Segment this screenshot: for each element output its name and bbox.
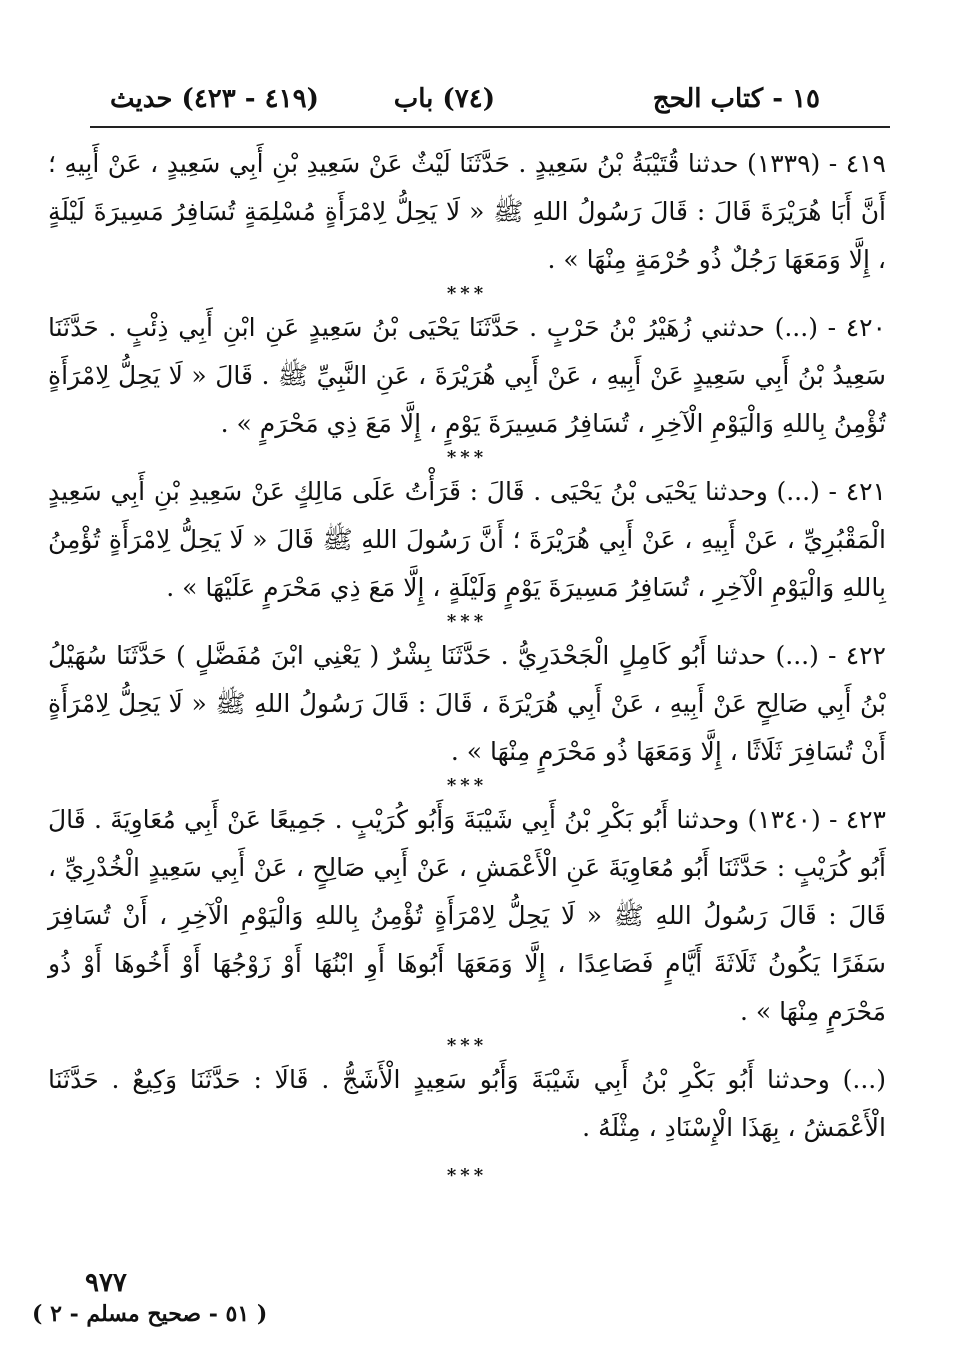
chapter-title: ١٥ - كتاب الحج (652, 84, 820, 114)
page-number: ٩٧٧ (85, 1268, 127, 1298)
hadith-range: (٤١٩ - ٤٢٣) حديث (110, 84, 319, 114)
separator: *** (446, 1165, 488, 1186)
hadith-423: ٤٢٣ - (١٣٤٠) وحدثنا أَبُو بَكْرِ بْنُ أَبِي شَيْبَةَ وَأَبُو كُرَيْبٍ . جَمِيعًا عَنْ أَبِي مُعَاوِيَةَ . قَالَ أَبُو كُرَيْبٍ : حَدَّثَنَا أَبُو مُعَاوِيَةَ عَنِ الْأَعْمَشِ ، عَنْ أَبِي صَالِحٍ ، عَنْ أَبِي سَعِيدٍ الْخُدْرِيِّ ، قَالَ : قَالَ رَسُولُ اللهِ ﷺ « لَا يَحِلُّ لِامْرَأَةٍ تُؤْمِنُ بِاللهِ وَالْيَوْمِ الْآخِرِ ، أَنْ تُسَافِرَ سَفَرًا يَكُونُ ثَلَاثَةَ أَيَّامٍ فَصَاعِدًا ، إِلَّا وَمَعَهَا أَبُوهَا أَوِ ابْنُهَا أَوْ زَوْجُهَا أَوْ أَخُوهَا أَوْ ذُو مَحْرَمٍ مِنْهَا » . (48, 805, 886, 1026)
separator: *** (446, 447, 488, 468)
page-header (90, 78, 890, 118)
separator: *** (446, 611, 488, 632)
hadith-422: ٤٢٢ - (...) حدثنا أَبُو كَامِلٍ الْجَحْدَرِيُّ . حَدَّثَنَا بِشْرٌ ( يَعْنِي ابْنَ مُفَضَّلٍ ) حَدَّثَنَا سُهَيْلُ بْنُ أَبِي صَالِحٍ عَنْ أَبِيهِ ، عَنْ أَبِي هُرَيْرَةَ ، قَالَ : قَالَ رَسُولُ اللهِ ﷺ « لَا يَحِلُّ لِامْرَأَةٍ أَنْ تُسَافِرَ ثَلَاثًا ، إِلَّا وَمَعَهَا ذُو مَحْرَمٍ مِنْهَا » . (48, 641, 886, 766)
hadith-423-variant: (...) وحدثنا أَبُو بَكْرِ بْنُ أَبِي شَيْبَةَ وَأَبُو سَعِيدٍ الْأَشَجُّ . قَالَا : حَدَّثَنَا وَكِيعٌ . حَدَّثَنَا الْأَعْمَشُ ، بِهَذَا الْإِسْنَادِ ، مِثْلَهُ . (48, 1065, 886, 1142)
hadith-420: ٤٢٠ - (...) حدثني زُهَيْرُ بْنُ حَرْبٍ . حَدَّثَنَا يَحْيَى بْنُ سَعِيدٍ عَنِ ابْنِ أَبِي ذِئْبٍ . حَدَّثَنَا سَعِيدُ بْنُ أَبِي سَعِيدٍ عَنْ أَبِيهِ ، عَنْ أَبِي هُرَيْرَةَ ، عَنِ النَّبِيِّ ﷺ . قَالَ « لَا يَحِلُّ لِامْرَأَةٍ تُؤْمِنُ بِاللهِ وَالْيَوْمِ الْآخِرِ ، تُسَافِرُ مَسِيرَةَ يَوْمٍ ، إِلَّا مَعَ ذِي مَحْرَمٍ » . (48, 313, 886, 438)
bab-title: (٧٤) باب (393, 84, 495, 114)
separator: *** (446, 283, 488, 304)
hadith-421: ٤٢١ - (...) وحدثنا يَحْيَى بْنُ يَحْيَى . قَالَ : قَرَأْتُ عَلَى مَالِكٍ عَنْ سَعِيدِ بْنِ أَبِي سَعِيدٍ الْمَقْبُرِيِّ ، عَنْ أَبِيهِ ، عَنْ أَبِي هُرَيْرَةَ ؛ أَنَّ رَسُولَ اللهِ ﷺ قَالَ « لَا يَحِلُّ لِامْرَأَةٍ تُؤْمِنُ بِاللهِ وَالْيَوْمِ الْآخِرِ ، تُسَافِرُ مَسِيرَةَ يَوْمٍ وَلَيْلَةٍ ، إِلَّا مَعَ ذِي مَحْرَمٍ عَلَيْهَا » . (48, 477, 886, 602)
hadith-419: ٤١٩ - (١٣٣٩) حدثنا قُتَيْبَةُ بْنُ سَعِيدٍ . حَدَّثَنَا لَيْثٌ عَنْ سَعِيدِ بْنِ أَبِي سَعِيدٍ ، عَنْ أَبِيهِ ؛ أَنَّ أَبَا هُرَيْرَةَ قَالَ : قَالَ رَسُولُ اللهِ ﷺ « لَا يَحِلُّ لِامْرَأَةٍ مُسْلِمَةٍ تُسَافِرُ مَسِيرَةَ لَيْلَةٍ ، إِلَّا وَمَعَهَا رَجُلٌ ذُو حُرْمَةٍ مِنْهَا » . (48, 149, 886, 274)
signature-note: ( ٥١ - صحيح مسلم - ٢ ) (32, 1301, 268, 1327)
header-rule (90, 126, 890, 128)
separator: *** (446, 775, 488, 796)
hadith-list (48, 140, 886, 1186)
separator: *** (446, 1035, 488, 1056)
